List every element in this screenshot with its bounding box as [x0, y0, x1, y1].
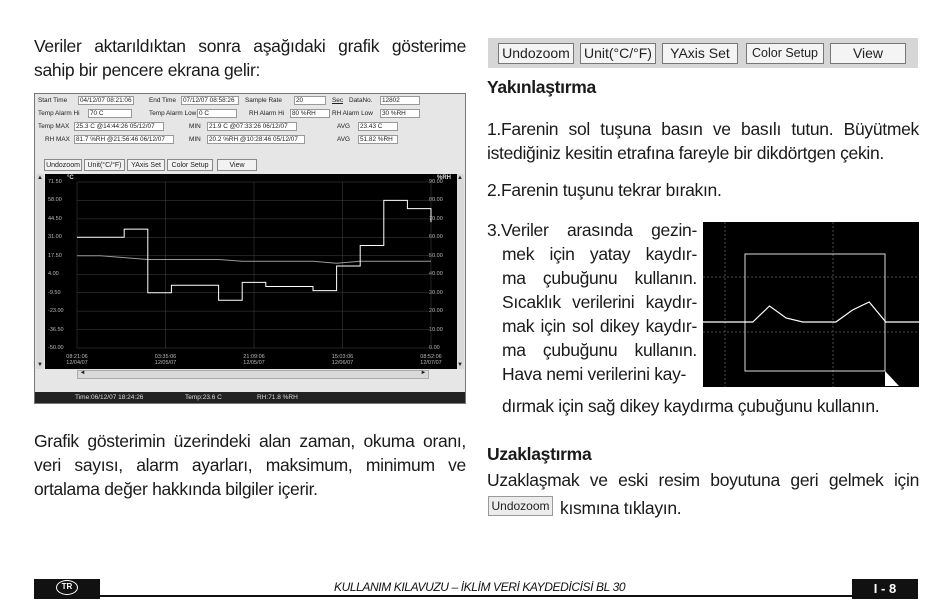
datano-field[interactable]: 12802 — [380, 96, 420, 105]
app-window-screenshot — [34, 93, 466, 404]
right-axis-unit: %RH — [436, 175, 451, 181]
unzoom-text: Uzaklaşmak ve eski resim boyutuna geri gelmek için — [487, 470, 919, 490]
view-button[interactable]: View — [830, 43, 906, 64]
temp-avg-field[interactable]: 23.43 C — [358, 122, 398, 131]
color-setup-button-small[interactable]: Color Setup — [167, 159, 213, 171]
y-right-tick-label: 0.00 — [429, 345, 440, 351]
outro-text: Grafik gösterimin üzerindeki alan zaman, okuma oranı, veri sayısı, alarm ayarları, maksimum, minimum ve ortalama değer hakkında bilgiler içerir. — [34, 431, 466, 499]
unzoom-tail: kısmına tıklayın. — [560, 498, 682, 518]
rh-alarm-hi-field[interactable]: 80 %RH — [290, 109, 330, 118]
temp-max-field[interactable]: 25.3 C @14:44:26 05/12/07 — [74, 122, 164, 131]
x-tick-label: 03:35:06 12/05/07 — [154, 354, 177, 366]
zoom-step-2: 2.Farenin tuşunu tekrar bırakın. — [487, 180, 722, 200]
zoom-selection-figure — [703, 222, 919, 387]
y-right-tick-label: 50.00 — [429, 252, 443, 259]
unit-button-small[interactable]: Unit(°C/°F) — [84, 159, 125, 171]
zoomed-temperature-line — [703, 302, 919, 322]
end-time-label: End Time — [149, 97, 176, 104]
inline-undozoom-button[interactable]: Undozoom — [488, 496, 553, 516]
start-time-field[interactable]: 04/12/07 08:21:06 — [78, 96, 134, 105]
y-right-tick-label: 60.00 — [429, 234, 443, 241]
y-right-tick-label: 90.00 — [429, 179, 443, 185]
rh-max-label: RH MAX — [45, 136, 70, 143]
horizontal-scrollbar[interactable] — [77, 370, 429, 379]
unzoom-heading: Uzaklaştırma — [487, 444, 592, 464]
step3-line: 3.Veriler arasında gezin- — [487, 220, 697, 240]
page-number: I - 8 — [852, 579, 918, 599]
temp-alarm-hi-label: Temp Alarm Hi — [38, 110, 80, 117]
right-vertical-scrollbar[interactable] — [456, 174, 464, 369]
temp-alarm-low-field[interactable]: 0 C — [197, 109, 237, 118]
zoom-figure-svg — [703, 222, 919, 387]
zoom-step-3-end: dırmak için sağ dikey kaydırma çubuğunu kullanın. — [502, 396, 880, 416]
yaxis-set-button[interactable]: YAxis Set — [662, 43, 738, 64]
status-bar — [35, 392, 465, 403]
scroll-up-arrow-icon[interactable]: ▲ — [457, 175, 463, 181]
y-right-tick-label: 10.00 — [429, 326, 443, 333]
datano-label: DataNo. — [349, 97, 373, 104]
x-tick-label: 21:09:06 12/05/07 — [243, 354, 265, 366]
temp-min-field[interactable]: 21.9 C @07:33:26 06/12/07 — [207, 122, 297, 131]
temp-alarm-low-label: Temp Alarm Low — [149, 110, 197, 117]
step3-line: ma çubuğunu kullanın. — [502, 340, 697, 360]
x-tick-label: 08:52:06 12/07/07 — [420, 354, 442, 366]
scroll-up-arrow-icon[interactable]: ▲ — [37, 175, 43, 181]
rh-alarm-low-label: RH Alarm Low — [332, 110, 373, 117]
step3-line: mak için sol dikey kaydır- — [502, 316, 697, 336]
info-row-temp-stats — [35, 121, 465, 133]
scroll-down-arrow-icon[interactable]: ▼ — [457, 362, 463, 368]
x-tick-label: 15:03:06 12/06/07 — [331, 354, 354, 366]
y-left-tick-label: 58.00 — [48, 197, 62, 204]
scroll-down-arrow-icon[interactable]: ▼ — [37, 362, 43, 368]
undozoom-button[interactable]: Undozoom — [498, 43, 574, 64]
language-badge: TR — [56, 580, 78, 595]
y-left-tick-label: -23.00 — [48, 308, 64, 315]
y-left-tick-label: 4.00 — [48, 271, 59, 278]
status-rh: RH:71.8 %RH — [257, 394, 298, 401]
undozoom-button-small[interactable]: Undozoom — [44, 159, 82, 171]
y-right-tick-label: 20.00 — [429, 308, 443, 315]
mouse-cursor-icon — [885, 371, 899, 386]
zoom-step-3 — [487, 218, 697, 386]
sample-rate-field[interactable]: 20 — [294, 96, 326, 105]
temp-alarm-hi-field[interactable]: 70 C — [88, 109, 132, 118]
intro-text: Veriler aktarıldıktan sonra aşağıdaki grafik gösterime sahip bir pencere ekrana gelir: — [34, 36, 466, 80]
y-right-tick-label: 70.00 — [429, 215, 443, 222]
step3-line: Sıcaklık verilerini kaydır- — [502, 292, 697, 312]
start-time-label: Start Time — [38, 97, 68, 104]
rh-avg-field[interactable]: 51.82 %RH — [358, 135, 398, 144]
y-left-tick-label: -9.50 — [48, 289, 61, 296]
view-button-small[interactable]: View — [217, 159, 257, 171]
sample-rate-unit: Sec — [332, 97, 344, 104]
footer-lang-block — [34, 579, 100, 599]
y-right-tick-label: 30.00 — [429, 289, 443, 296]
color-setup-button[interactable]: Color Setup — [746, 43, 824, 64]
y-left-tick-label: 71.50 — [48, 179, 62, 185]
left-vertical-scrollbar[interactable] — [36, 174, 44, 369]
step3-line: ma çubuğunu kullanın. — [502, 268, 697, 288]
rh-min-field[interactable]: 20.2 %RH @10:28:46 05/12/07 — [207, 135, 305, 144]
chart-area[interactable] — [45, 174, 457, 369]
y-left-tick-label: 17.50 — [48, 252, 62, 259]
footer — [34, 579, 918, 597]
y-right-tick-label: 80.00 — [429, 197, 443, 204]
step3-line: mek için yatay kaydır- — [502, 244, 697, 264]
left-axis-unit: °C — [67, 175, 74, 181]
zoom-heading: Yakınlaştırma — [487, 77, 596, 97]
info-row-times — [35, 95, 465, 107]
rh-min-label: MIN — [189, 136, 201, 143]
rh-alarm-low-field[interactable]: 30 %RH — [380, 109, 420, 118]
end-time-field[interactable]: 07/12/07 08:58:26 — [181, 96, 239, 105]
y-left-tick-label: 44.50 — [48, 215, 62, 222]
step3-line: Hava nemi verilerini kay- — [502, 364, 687, 384]
info-row-alarms — [35, 108, 465, 120]
unit-button[interactable]: Unit(°C/°F) — [580, 43, 656, 64]
y-left-tick-label: 31.00 — [48, 234, 62, 241]
temp-max-label: Temp MAX — [38, 123, 70, 130]
y-left-tick-label: -36.50 — [48, 326, 64, 333]
sample-rate-label: Sample Rate — [245, 97, 282, 104]
scroll-left-arrow-icon[interactable]: ◄ — [79, 370, 86, 376]
yaxis-set-button-small[interactable]: YAxis Set — [127, 159, 165, 171]
temp-min-label: MIN — [189, 123, 201, 130]
y-left-tick-label: -50.00 — [48, 345, 64, 351]
x-tick-label: 08:21:06 12/04/07 — [66, 354, 88, 366]
status-temp: Temp:23.6 C — [185, 394, 222, 401]
y-right-tick-label: 40.00 — [429, 271, 443, 278]
status-time: Time:06/12/07 18:24:26 — [75, 394, 144, 401]
rh-avg-label: AVG — [337, 136, 351, 143]
scroll-right-arrow-icon[interactable]: ► — [420, 370, 427, 376]
info-row-rh-stats — [35, 134, 465, 146]
footer-title: KULLANIM KILAVUZU – İKLİM VERİ KAYDEDİCİSİ BL 30 — [334, 580, 626, 594]
rh-max-field[interactable]: 81.7 %RH @21:56:46 06/12/07 — [74, 135, 174, 144]
rh-alarm-hi-label: RH Alarm Hi — [249, 110, 285, 117]
chart-svg — [45, 174, 457, 369]
zoom-selection-rectangle — [745, 254, 885, 371]
toolbar-illustration — [488, 38, 918, 68]
temp-avg-label: AVG — [337, 123, 351, 130]
zoom-step-1: 1.Farenin sol tuşuna basın ve basılı tutun. Büyütmek istediğiniz kesitin etrafına fareyle bir dikdörtgen çekin. — [487, 119, 919, 163]
